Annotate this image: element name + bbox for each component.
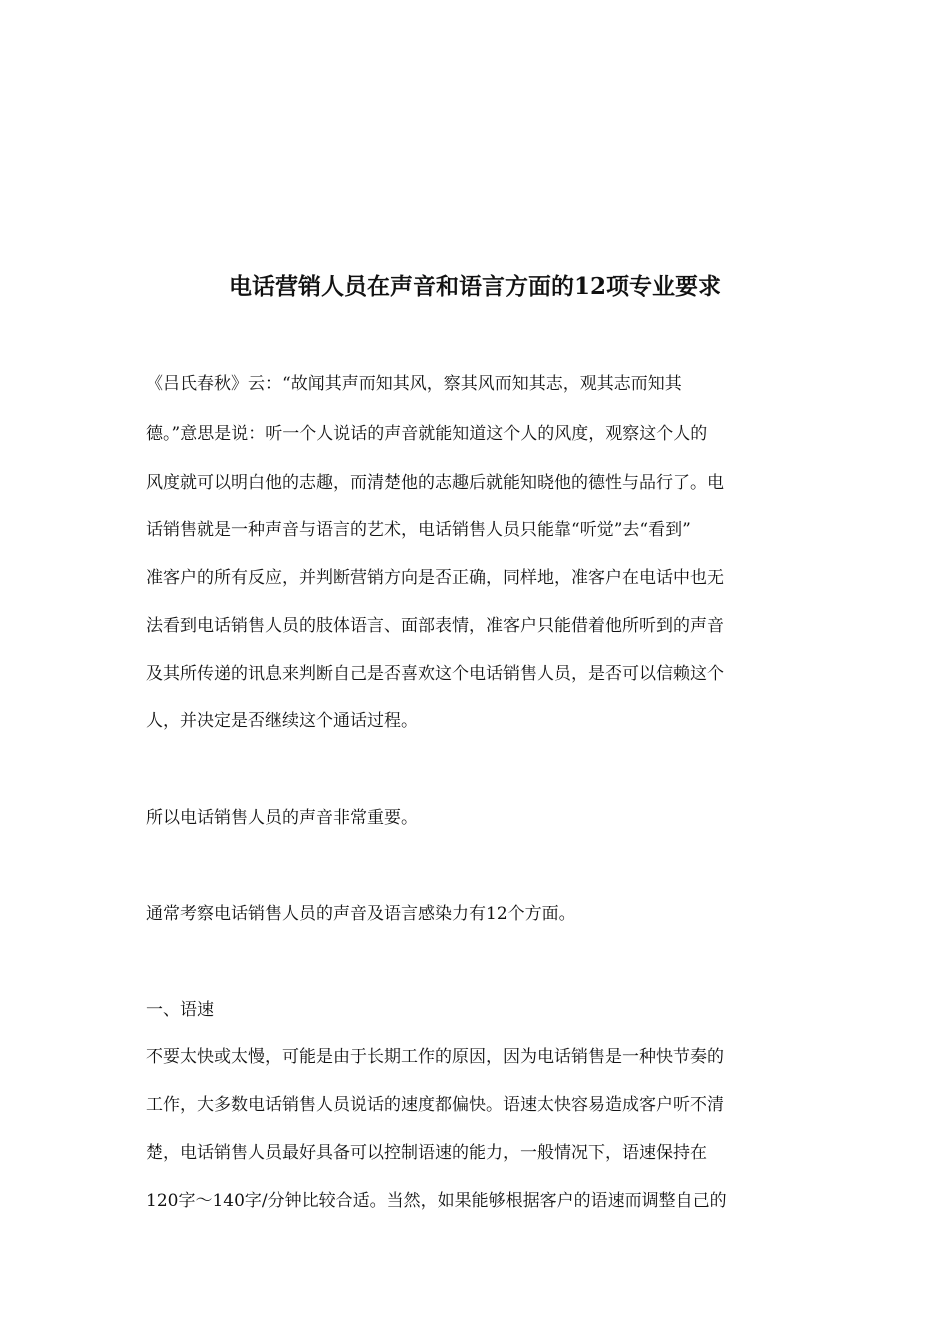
- paragraph-4-line-2: 工作，大多数电话销售人员说话的速度都偏快。语速太快容易造成客户听不清: [146, 1095, 724, 1115]
- paragraph-4-line-3: 楚，电话销售人员最好具备可以控制语速的能力，一般情况下，语速保持在: [146, 1143, 707, 1163]
- paragraph-1-line-7: 及其所传递的讯息来判断自己是否喜欢这个电话销售人员，是否可以信赖这个: [146, 664, 724, 684]
- document-title: 电话营销人员在声音和语言方面的12项专业要求: [228, 273, 721, 300]
- paragraph-4-line-1: 不要太快或太慢，可能是由于长期工作的原因，因为电话销售是一种快节奏的: [146, 1047, 724, 1067]
- section-heading-speech-rate: 一、语速: [146, 1000, 214, 1020]
- paragraph-2: 所以电话销售人员的声音非常重要。: [146, 808, 418, 828]
- paragraph-1-line-3: 风度就可以明白他的志趣，而清楚他的志趣后就能知晓他的德性与品行了。电: [146, 473, 724, 493]
- paragraph-4-line-4: 120字～140字/分钟比较合适。当然，如果能够根据客户的语速而调整自己的: [146, 1191, 727, 1211]
- paragraph-3: 通常考察电话销售人员的声音及语言感染力有12个方面。: [146, 904, 576, 924]
- paragraph-1-line-1: 《吕氏春秋》云：“故闻其声而知其风，察其风而知其志，观其志而知其: [146, 374, 682, 394]
- paragraph-1-line-5: 准客户的所有反应，并判断营销方向是否正确，同样地，准客户在电话中也无: [146, 568, 724, 588]
- paragraph-1-line-8: 人，并决定是否继续这个通话过程。: [146, 711, 418, 731]
- paragraph-1-line-2: 德。”意思是说：听一个人说话的声音就能知道这个人的风度，观察这个人的: [146, 424, 708, 444]
- paragraph-1-line-4: 话销售就是一种声音与语言的艺术，电话销售人员只能靠“听觉”去“看到”: [146, 520, 691, 540]
- paragraph-1-line-6: 法看到电话销售人员的肢体语言、面部表情，准客户只能借着他所听到的声音: [146, 616, 724, 636]
